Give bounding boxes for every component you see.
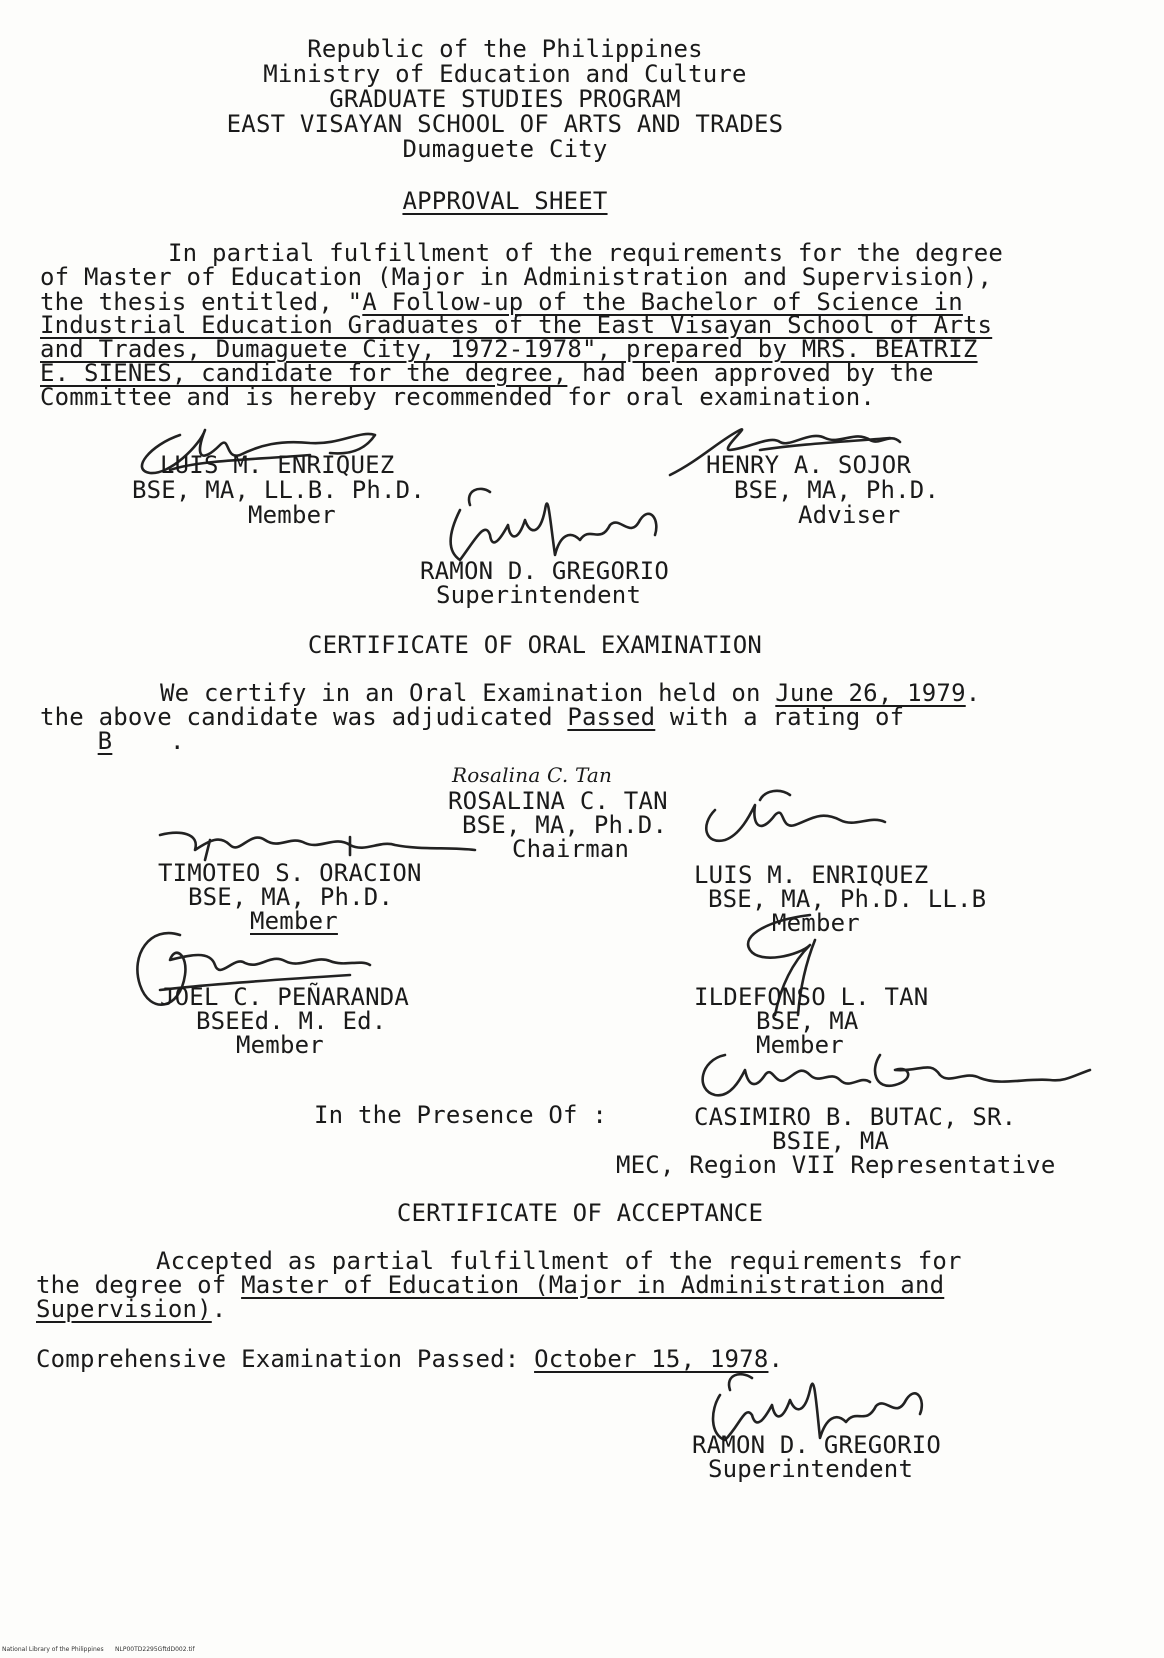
enriquez-role: Member (248, 501, 336, 529)
sojor-degrees: BSE, MA, Ph.D. (734, 476, 940, 504)
exam-result: Passed (567, 703, 656, 731)
enriquez2-degrees: BSE, MA, Ph.D. LL.B (708, 885, 987, 913)
butac-name: CASIMIRO B. BUTAC, SR. (694, 1103, 1017, 1131)
thesis-title-1: A Follow-up of the Bachelor of Science in (362, 288, 963, 316)
butac-role: MEC, Region VII Representative (616, 1151, 1056, 1179)
chair-name: ROSALINA C. TAN (448, 787, 668, 815)
acceptance-line-2a: the degree of (36, 1271, 242, 1299)
gregorio-role-2: Superintendent (708, 1455, 914, 1483)
oral-line-2c: with a rating of (655, 703, 905, 731)
butac-degrees: BSIE, MA (772, 1127, 890, 1155)
oral-line-1c: . (965, 679, 981, 707)
ildefonso-role: Member (756, 1031, 844, 1059)
oracion-degrees: BSE, MA, Ph.D. (188, 883, 394, 911)
comprehensive-period: . (768, 1345, 784, 1373)
approval-line-3a: the thesis entitled, " (40, 288, 363, 316)
signature-butac (680, 1040, 1100, 1110)
gregorio-name-2: RAMON D. GREGORIO (692, 1431, 942, 1459)
oral-line-1a: We certify in an Oral Examination held on (160, 679, 776, 707)
enriquez-name: LUIS M. ENRIQUEZ (160, 451, 395, 479)
presence-label: In the Presence Of : (314, 1101, 607, 1129)
approval-line-6b: had been approved by the (567, 359, 934, 387)
ildefonso-degrees: BSE, MA (756, 1007, 859, 1035)
gregorio-role-1: Superintendent (436, 581, 642, 609)
header-republic: Republic of the Philippines (307, 35, 703, 63)
signature-enriquez-2 (680, 780, 920, 860)
candidate-name: E. SIENES, candidate for the degree, (40, 359, 568, 387)
header-city: Dumaguete City (402, 135, 608, 163)
enriquez2-name: LUIS M. ENRIQUEZ (694, 861, 929, 889)
approval-line-7: Committee and is hereby recommended for oral examination. (40, 383, 876, 411)
chair-role: Chairman (512, 835, 630, 863)
enriquez2-role: Member (772, 909, 860, 937)
comprehensive-line (36, 1346, 783, 1372)
footer-library: National Library of the Philippines (2, 1646, 104, 1653)
comprehensive-label: Comprehensive Examination Passed: (36, 1345, 535, 1373)
exam-date: June 26, 1979 (775, 679, 966, 707)
penaranda-degrees: BSEEd. M. Ed. (196, 1007, 387, 1035)
oracion-name: TIMOTEO S. ORACION (158, 859, 422, 887)
header-school: EAST VISAYAN SCHOOL OF ARTS AND TRADES (226, 110, 784, 138)
exam-rating: B (97, 727, 113, 755)
oral-line-2a: the above candidate was adjudicated (40, 703, 568, 731)
sojor-role: Adviser (798, 501, 901, 529)
acceptance-line-3b: . (211, 1295, 227, 1323)
ildefonso-name: ILDEFONSO L. TAN (694, 983, 929, 1011)
acceptance-line-1: Accepted as partial fulfillment of the requirements for (156, 1247, 962, 1275)
acceptance-title: CERTIFICATE OF ACCEPTANCE (396, 1199, 764, 1227)
degree-name-1: Master of Education (Major in Administration and (241, 1271, 945, 1299)
oral-title: CERTIFICATE OF ORAL EXAMINATION (307, 631, 763, 659)
penaranda-name: JOEL C. PEÑARANDA (160, 983, 410, 1011)
header-program: GRADUATE STUDIES PROGRAM (329, 85, 681, 113)
sojor-name: HENRY A. SOJOR (706, 451, 912, 479)
rating-line: B . (40, 728, 185, 754)
approval-line-2: of Master of Education (Major in Administration and Supervision), (40, 263, 993, 291)
comprehensive-date: October 15, 1978 (534, 1345, 769, 1373)
oracion-role: Member (250, 907, 338, 935)
approval-line-1: In partial fulfillment of the requirements for the degree (168, 239, 1004, 267)
tan-script-signature: Rosalina C. Tan (452, 763, 613, 787)
approval-title: APPROVAL SHEET (402, 187, 608, 215)
degree-name-2: Supervision) (36, 1295, 212, 1323)
header-ministry: Ministry of Education and Culture (263, 60, 747, 88)
thesis-title-3: and Trades, Dumaguete City, 1972-1978", prepared by MRS. BEATRIZ (40, 335, 978, 363)
penaranda-role: Member (236, 1031, 324, 1059)
archive-footer (2, 1646, 195, 1654)
enriquez-degrees: BSE, MA, LL.B. Ph.D. (132, 476, 425, 504)
thesis-title-2: Industrial Education Graduates of the East Visayan School of Arts (40, 311, 993, 339)
footer-file: NLP00TD2295GftdD002.tif (115, 1646, 195, 1653)
gregorio-name-1: RAMON D. GREGORIO (420, 557, 670, 585)
chair-degrees: BSE, MA, Ph.D. (462, 811, 668, 839)
acceptance-line-3 (36, 1296, 226, 1322)
